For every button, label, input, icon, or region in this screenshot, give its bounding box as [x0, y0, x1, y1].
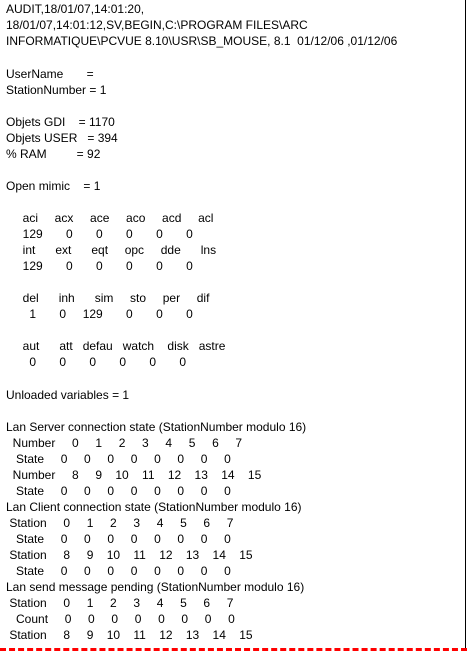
log-line: aut att defau watch disk astre	[6, 339, 226, 353]
log-line: Station 8 9 10 11 12 13 14 15	[6, 548, 253, 562]
log-line: 129 0 0 0 0 0	[6, 227, 193, 241]
log-line: Station 0 1 2 3 4 5 6 7	[6, 596, 234, 610]
cut-line-divider	[0, 648, 467, 651]
log-line: Station 8 9 10 11 12 13 14 15	[6, 628, 253, 642]
log-line: Unloaded variables = 1	[6, 388, 130, 402]
log-line: UserName =	[6, 67, 94, 81]
log-line: State 0 0 0 0 0 0 0 0	[6, 564, 231, 578]
log-line: Lan send message pending (StationNumber modulo 16)	[6, 580, 305, 594]
log-line: % RAM = 92	[6, 147, 101, 161]
log-line: Lan Client connection state (StationNumber modulo 16)	[6, 500, 302, 514]
log-line: Open mimic = 1	[6, 179, 101, 193]
log-line: Objets USER = 394	[6, 131, 118, 145]
log-line: 0 0 0 0 0 0	[6, 355, 187, 369]
log-line: Lan Server connection state (StationNumber modulo 16)	[6, 420, 307, 434]
log-line: State 0 0 0 0 0 0 0 0	[6, 484, 231, 498]
log-line: 129 0 0 0 0 0	[6, 259, 193, 273]
log-line: State 0 0 0 0 0 0 0 0	[6, 452, 231, 466]
log-line: Objets GDI = 1170	[6, 115, 115, 129]
log-line: Number 0 1 2 3 4 5 6 7	[6, 436, 243, 450]
log-line: StationNumber = 1	[6, 83, 107, 97]
log-line: INFORMATIQUE\PCVUE 8.10\USR\SB_MOUSE, 8.1 01/12/06 ,01/12/06	[6, 34, 398, 48]
log-line: Count 0 0 0 0 0 0 0 0	[6, 612, 235, 626]
log-line: aci acx ace aco acd acl	[6, 211, 214, 225]
log-line: int ext eqt opc dde lns	[6, 243, 217, 257]
log-line: 18/01/07,14:01:12,SV,BEGIN,C:\PROGRAM FILES\ARC	[6, 18, 308, 32]
log-line: del inh sim sto per dif	[6, 291, 210, 305]
log-line: State 0 0 0 0 0 0 0 0	[6, 532, 231, 546]
log-line: Number 8 9 10 11 12 13 14 15	[6, 468, 262, 482]
log-line: Station 0 1 2 3 4 5 6 7	[6, 516, 234, 530]
log-line: AUDIT,18/01/07,14:01:20,	[6, 2, 145, 16]
log-line: 1 0 129 0 0 0	[6, 307, 193, 321]
